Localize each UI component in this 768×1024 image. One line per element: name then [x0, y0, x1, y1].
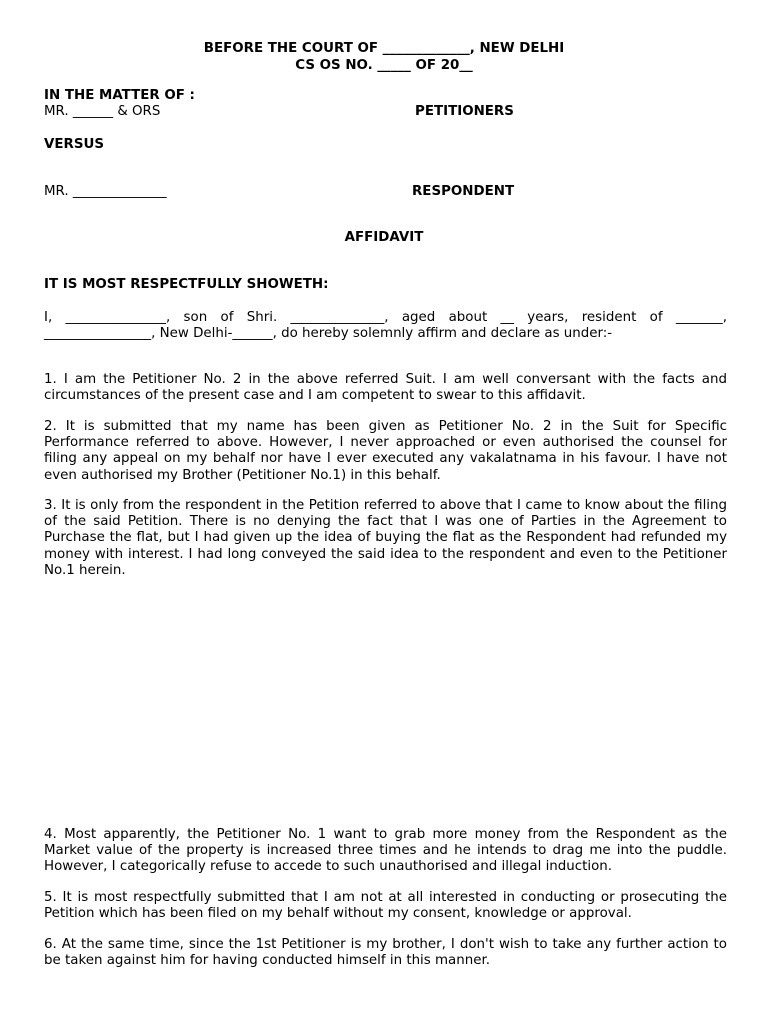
versus-label: VERSUS — [44, 137, 104, 152]
paragraph-2: 2. It is submitted that my name has been given as Petitioner No. 2 in the Suit for Specific Performance referred to above. However, I never approached or even authorised the counsel for filing any appeal on my behalf nor have I ever executed any vakalatnama in his favour. I have not even authorised my Brother (Petitioner No.1) in this behalf. — [44, 419, 727, 483]
intro-paragraph: I, _______________, son of Shri. ______________, aged about __ years, resident of _______, ________________, New Delhi-______, do hereby solemnly affirm and declare as under:- — [44, 310, 727, 342]
document-title: AFFIDAVIT — [344, 230, 424, 245]
matter-label: IN THE MATTER OF : — [44, 88, 195, 103]
respondent-name: MR. ______________ — [44, 184, 167, 199]
petitioner-name: MR. ______ & ORS — [44, 104, 161, 119]
case-number: CS OS NO. _____ OF 20__ — [295, 58, 473, 73]
petitioner-role: PETITIONERS — [415, 104, 514, 119]
paragraph-4: 4. Most apparently, the Petitioner No. 1 want to grab more money from the Respondent as the Market value of the property is increased three times and he intends to drag me into the puddle. However, I categorically refuse to accede to such unauthorised and illegal induction. — [44, 827, 727, 875]
court-heading: BEFORE THE COURT OF _____________, NEW DELHI — [203, 41, 565, 56]
paragraph-1: 1. I am the Petitioner No. 2 in the above referred Suit. I am well conversant with the facts and circumstances of the present case and I am competent to swear to this affidavit. — [44, 372, 727, 404]
showeth-heading: IT IS MOST RESPECTFULLY SHOWETH: — [44, 277, 329, 292]
paragraph-5: 5. It is most respectfully submitted that I am not at all interested in conducting or prosecuting the Petition which has been filed on my behalf without my consent, knowledge or approval. — [44, 890, 727, 922]
paragraph-3: 3. It is only from the respondent in the Petition referred to above that I came to know about the filing of the said Petition. There is no denying the fact that I was one of Parties in the Agreement to Purchase the flat, but I had given up the idea of buying the flat as the Respondent had refunded my money with interest. I had long conveyed the said idea to the respondent and even to the Petitioner No.1 herein. — [44, 498, 727, 578]
paragraph-6: 6. At the same time, since the 1st Petitioner is my brother, I don't wish to take any further action to be taken against him for having conducted himself in this manner. — [44, 937, 727, 969]
respondent-role: RESPONDENT — [412, 184, 515, 199]
